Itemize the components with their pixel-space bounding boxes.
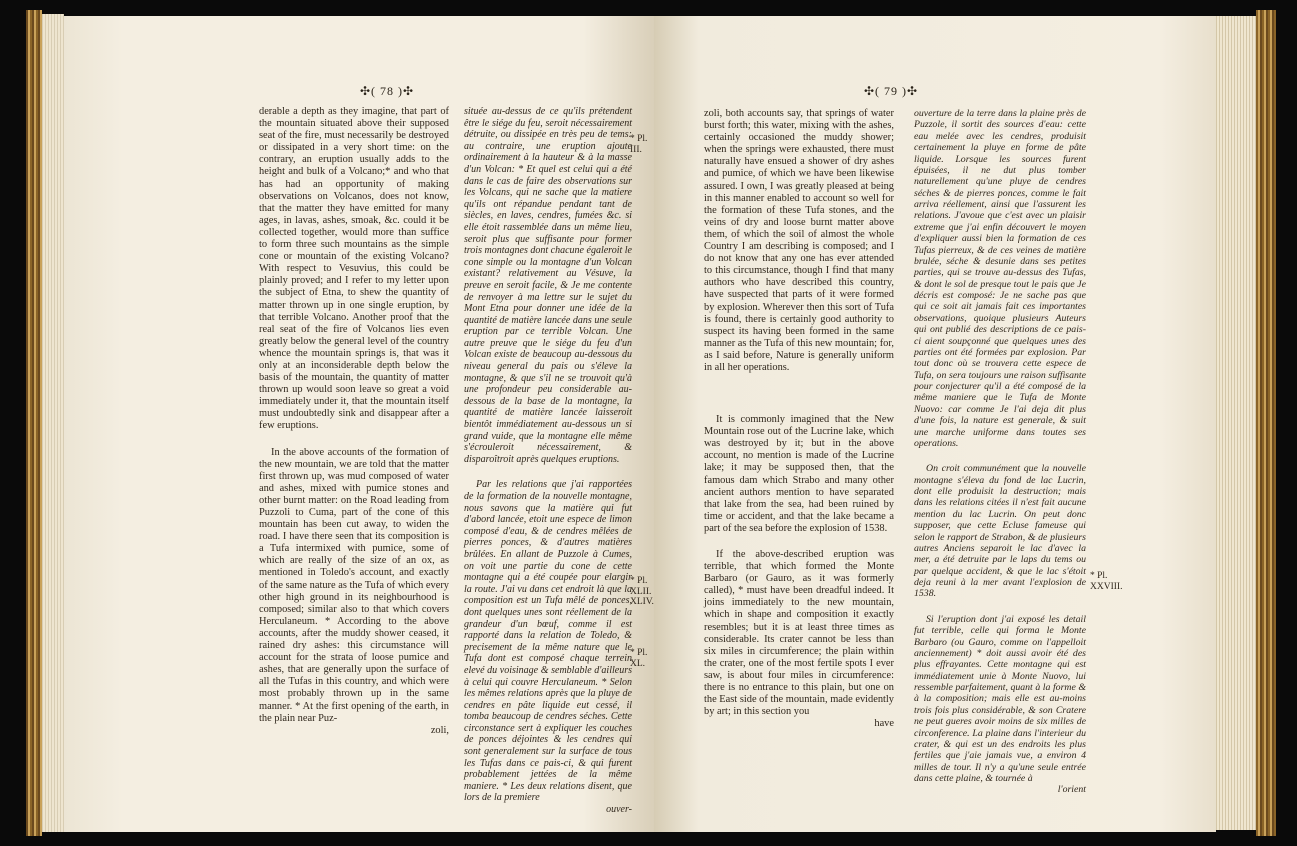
paragraph: derable a depth as they imagine, that part of the mountain situated above their supposed seat of the fire, must necessarily be destroyed or dissipated in a very short time: on the contrary, an eruption usually adds to the height and bulk of a Volcano;* and who that has had an opportunity of making observations on Volcanos, does not know, that the matter they have emitted for many ages, in lavas, ashes, smoak, &c. could it be collected together, would more than suffice to form three such mountains as the simple cone or mountain of the existing Volcano? With respect to Vesuvius, this could be plainly proved; and I refer to my letter upon the subject of Etna, to shew the quantity of matter thrown up in one single eruption, by that terrible Volcano. Another proof that the real seat of the fire of Volcanos lies even greatly below the general level of the country whence the mountain springs is, that was it only at an inconsiderable depth below the basis of the mountain, the quantity of matter thrown up would soon leave so great a void immediately under it, that the mountain itself must undoubtedly sink and disappear after a few eruptions. — [259, 106, 449, 432]
catchword: ouver- — [606, 804, 632, 816]
margin-note: * Pl. XXVIII. — [1090, 571, 1123, 592]
paragraph: It is commonly imagined that the New Mountain rose out of the Lucrine lake, which was destroyed by it; but in the above account, no mention is made of the Lucrine lake; it may be supposed then, that the famous dam which Strabo and many other ancient authors mention to have separated that lake from the sea, had been ruined by time or accident, and that the lake became a part of the sea before the explosion of 1538. — [704, 414, 894, 534]
open-book — [26, 10, 1276, 836]
left-english-column — [259, 106, 449, 737]
right-page-number: ✣( 79 )✣ — [864, 84, 919, 98]
paragraph: In the above accounts of the formation of the new mountain, we are told that the matter first thrown up, was mud composed of water and ashes, mixed with pumice stones and other burnt matter: on the Road leading from Puzzoli to Cuma, part of the cone of this mountain has been cut away, to widen the road. I have there seen that its composition is a Tufa intermixed with pumice, some of which are really of the size of an ox, as mentioned in Toledo's account, and exactly of the same nature as the Tufa of which every other high ground in its neighbourhood is composed; similar also to that which covers Herculaneum. * According to the above accounts, after the muddy shower ceased, it rained dry ashes: this circumstance will account for the strata of loose pumice and ashes, that are generally upon the surface of all the Tufas in this country, and which were most probably thrown up in the same manner. * At the first opening of the earth, in the plain near Puz- — [259, 446, 449, 724]
page-stack-right — [1216, 16, 1256, 830]
catchword: zoli, — [430, 724, 449, 736]
right-page — [654, 16, 1216, 832]
paragraph: On croit communément que la nouvelle montagne s'éleva du fond de lac Lucrin, dont elle produisit la destruction; mais dans les relations citées il n'est fait aucune mention du lac Lucrin. On peut donc supposer, que cette Ecluse fameuse qui selon le rapport de Strabon, & de plusieurs autres Anciens separoit le lac d'avec la mer, a été detruite par le laps du tems ou par quelque accident, & que le lac s'étoit deja reuni à la mer avant l'explosion de 1538. — [914, 463, 1086, 600]
margin-note: * Pl. XLII. XLIV. — [630, 576, 654, 607]
catchword: l'orient — [1057, 784, 1086, 796]
paragraph: zoli, both accounts say, that springs of water burst forth; this water, mixing with the ashes, certainly occasioned the muddy shower; when the springs were exhausted, there must naturally have ensued a shower of dry ashes and pumice, of which we have been likewise assured. I own, I was greatly pleased at being in this manner enabled to account so well for the formation of these Tufa stones, and the veins of dry and loose burnt matter above them, of which the soil of almost the whole Country I am describing is composed; and I do not know that any one has ever attended to this circumstance, though I find that many authors who have described this country, have suspected that parts of it were formed by explosion. Wherever then this sort of Tufa is found, there is certainly good authority to suspect its having been formed in the same manner as the Tufa of this new mountain; for, as I said before, Nature is generally uniform in all her operations. — [704, 108, 894, 373]
right-english-column — [704, 108, 894, 730]
catchword: have — [874, 718, 894, 730]
paragraph: Par les relations que j'ai rapportées de la formation de la nouvelle montagne, nous savons que la matière qui fut d'abord lancée, etoit une espece de limon composé d'eau, & de cendres mêlées de pierres ponces, & d'autres matières brûlées. En allant de Puzzole à Cumes, on voit une partie du cone de cette montagne qui a été coupée pour elargir la route. J'ai vu dans cet endroit là que la composition est un Tufa mêlé de ponces, dont quelques unes sont réellement de la grandeur d'un bœuf, comme il est rapporté dans la relation de Toledo, & precisement de la même nature que le Tufa dont est composé chaque terrein elevé du voisinage & semblable d'ailleurs à celui qui couvre Herculaneum. * Selon les mêmes relations après que la pluye de cendres en pâte liquide eut cessé, il tomba beaucoup de cendres séches. Cette circonstance sert à expliquer les couches de ponces déjointes & les cendres qui sont generalement sur la surface de tous les Tufas dans ce pais-ci, & qui furent probablement jettées de la même maniere. * Les deux relations disent, que lors de la premiere — [464, 479, 632, 804]
book-gilt-edge-left — [26, 10, 42, 836]
book-gilt-edge-right — [1256, 10, 1276, 836]
paragraph: ouverture de la terre dans la plaine près de Puzzole, il sortit des sources d'eau: cette eau melée avec les cendres, produisit certainement la pluye en forme de pâte liquide. Lorsque les sources furent épuisées, il ne dut plus tomber naturellement qu'une pluye de cendres séches & de pierres ponces, comme le fait arriva réellement, ainsi que l'assurent les relations. J'avoue que c'est avec un plaisir extreme que j'ai enfin découvert le moyen d'expliquer aussi bien la formation de ces Tufas pierreux, & de ces veines de matière brulée, séche & desunie dans ses petites parties, qui se trouve au-dessus des Tufas, & dont le sol de presque tout le pais que Je décris est composé: Je ne sache pas que qui ce soit ait jamais fait ces importantes observations, quoique plusieurs Auteurs qui ont publié des descriptions de ce pais-ci aient soupçonné que quelques unes des parties ont été formées par explosion. Par tout donc où se trouvera cette espece de Tufa, on sera toujours une raison suffisante pour conjecturer qu'il a été composé de la même maniere que le Tufa de Monte Nuovo: car comme Je l'ai deja dit plus d'une fois, la nature est generale, & suit une marche uniforme dans toutes ses operations. — [914, 108, 1086, 449]
paragraph: située au-dessus de ce qu'ils prétendent être le siége du feu, seroit nécessairement détruite, ou dissipée en très peu de tems: au contraire, une eruption ajoute ordinairement à la hauteur & à la masse d'un Volcan: * Et quel est celui qui a été dans le cas de faire des observations sur les Volcans, qui ne sache que la matiere qu'ils ont répandue pendant tant de siècles, en laves, cendres, fumées &c. si elle étoit rassemblée dans un même lieu, seroit plus que suffisante pour former trois montagnes dont chacune égaleroit le cone simple ou la montagne d'un Volcan existant? relativement au Vésuve, la preuve en seroit facile, & Je me contente de renvoyer à ma lettre sur le sujet du Mont Etna pour donner une idée de la quantité de matière lancée dans une seule eruption par ce terrible Volcan. Une autre preuve que le siége du feu d'un Volcan existe de beaucoup au-dessous du niveau general du pais ou s'éleve la montagne, & que s'il ne se trouvoit qu'à une profondeur peu considerable au-dessous de la base de la montagne, la quantité de matière lancée laisseroit bientôt immédiatement au-dessous un si grand vuide, que la montagne elle même s'écrouleroit nécessairement, & disparoîtroit après quelques eruptions. — [464, 106, 632, 465]
margin-note: * Pl. XL. — [630, 648, 648, 669]
left-page — [64, 16, 654, 832]
left-french-column — [464, 106, 632, 816]
margin-note: * Pl. III. — [630, 134, 648, 155]
right-french-column — [914, 108, 1086, 796]
paragraph: If the above-described eruption was terrible, that which formed the Monte Barbaro (or Gauro, as it was formerly called), * must have been dreadful indeed. It joins immediately to the new mountain, which in shape and composition it exactly resembles; but it is at least three times as considerable. Its crater cannot be less than six miles in circumference; the plain within the crater, one of the most fertile spots I ever saw, is about four miles in circumference: there is no entrance to this plain, but one on the East side of the mountain, made evidently by art; in this section you — [704, 549, 894, 718]
page-stack-left — [42, 14, 64, 832]
paragraph: Si l'eruption dont j'ai exposé les detail fut terrible, celle qui forma le Monte Barbaro (ou Gauro, comme on l'appelloit anciennement) * doit aussi avoir été des plus effrayantes. Cette montagne qui est immédiatement unie à Monte Nuovo, lui ressemble parfaitement, quant à la forme & à la composition; mais elle est au-moins trois fois plus considérable, & son Cratere ne peut gueres avoir moins de six milles de circonference. La plaine dans l'interieur du crater, & qui est un des endroits les plus fertiles que j'aie jamais vue, a environ 4 milles de tour. Il n'y a qu'une seule entrée dans cette plaine, & tournée à — [914, 613, 1086, 784]
left-page-number: ✣( 78 )✣ — [360, 84, 415, 98]
